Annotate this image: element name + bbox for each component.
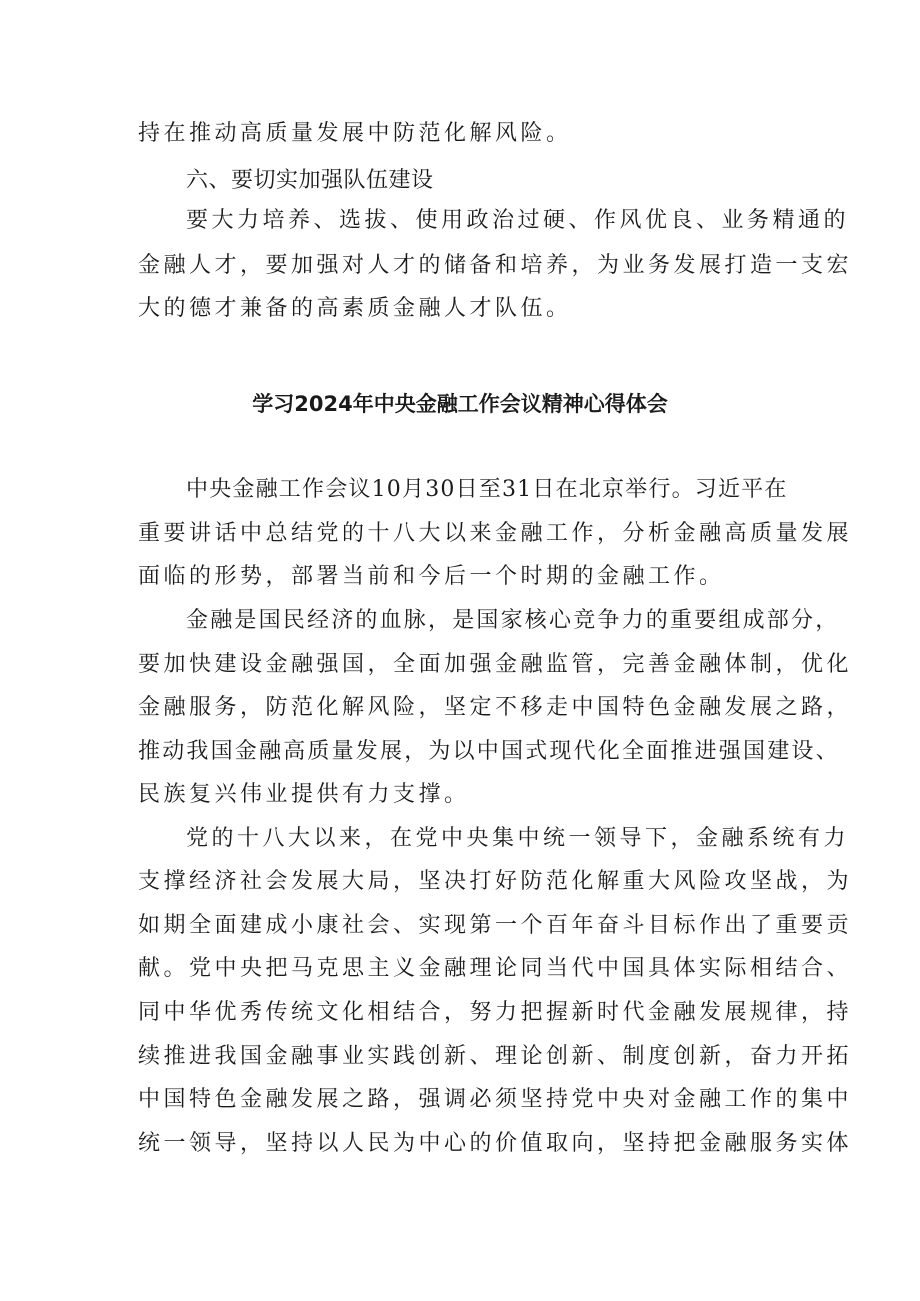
- p2-line-4: 推动我国金融高质量发展，为以中国式现代化全面推进强国建设、: [138, 739, 840, 764]
- prev-para-line-3: 大的德才兼备的高素质金融人才队伍。: [138, 296, 572, 321]
- prev-section-tail-line: 持在推动高质量发展中防范化解风险。: [138, 121, 572, 146]
- p1-line-2: 重要讲话中总结党的十八大以来金融工作，分析金融高质量发展: [138, 521, 853, 546]
- prev-para-line-2: 金融人才，要加强对人才的储备和培养，为业务发展打造一支宏: [138, 253, 853, 278]
- p2-line-1: 金融是国民经济的血脉，是国家核心竞争力的重要组成部分，: [186, 608, 840, 633]
- p1-line-3: 面临的形势，部署当前和今后一个时期的金融工作。: [138, 564, 725, 589]
- section-heading: 六、要切实加强队伍建设: [186, 168, 434, 193]
- p2-line-3: 金融服务，防范化解风险，坚定不移走中国特色金融发展之路，: [138, 695, 853, 720]
- p3-line-6: 续推进我国金融事业实践创新、理论创新、制度创新，奋力开拓: [138, 1044, 853, 1069]
- article-title: 学习2024年中央金融工作会议精神心得体会: [252, 392, 668, 416]
- p3-line-2: 支撑经济社会发展大局，坚决打好防范化解重大风险攻坚战，为: [138, 869, 853, 894]
- p3-line-7: 中国特色金融发展之路，强调必须坚持党中央对金融工作的集中: [138, 1087, 853, 1112]
- p3-line-3: 如期全面建成小康社会、实现第一个百年奋斗目标作出了重要贡: [138, 913, 853, 938]
- p3-line-4: 献。党中央把马克思主义金融理论同当代中国具体实际相结合、: [138, 956, 853, 981]
- p2-line-5: 民族复兴伟业提供有力支撑。: [138, 782, 470, 807]
- p3-line-1: 党的十八大以来，在党中央集中统一领导下，金融系统有力: [186, 826, 850, 851]
- p3-line-8: 统一领导，坚持以人民为中心的价值取向，坚持把金融服务实体: [138, 1131, 853, 1156]
- prev-para-line-1: 要大力培养、选拔、使用政治过硬、作风优良、业务精通的: [186, 208, 850, 233]
- p3-line-5: 同中华优秀传统文化相结合，努力把握新时代金融发展规律，持: [138, 1000, 853, 1025]
- p1-line-1: 中央金融工作会议10月30日至31日在北京举行。习近平在: [186, 477, 788, 502]
- p2-line-2: 要加快建设金融强国，全面加强金融监管，完善金融体制，优化: [138, 652, 853, 677]
